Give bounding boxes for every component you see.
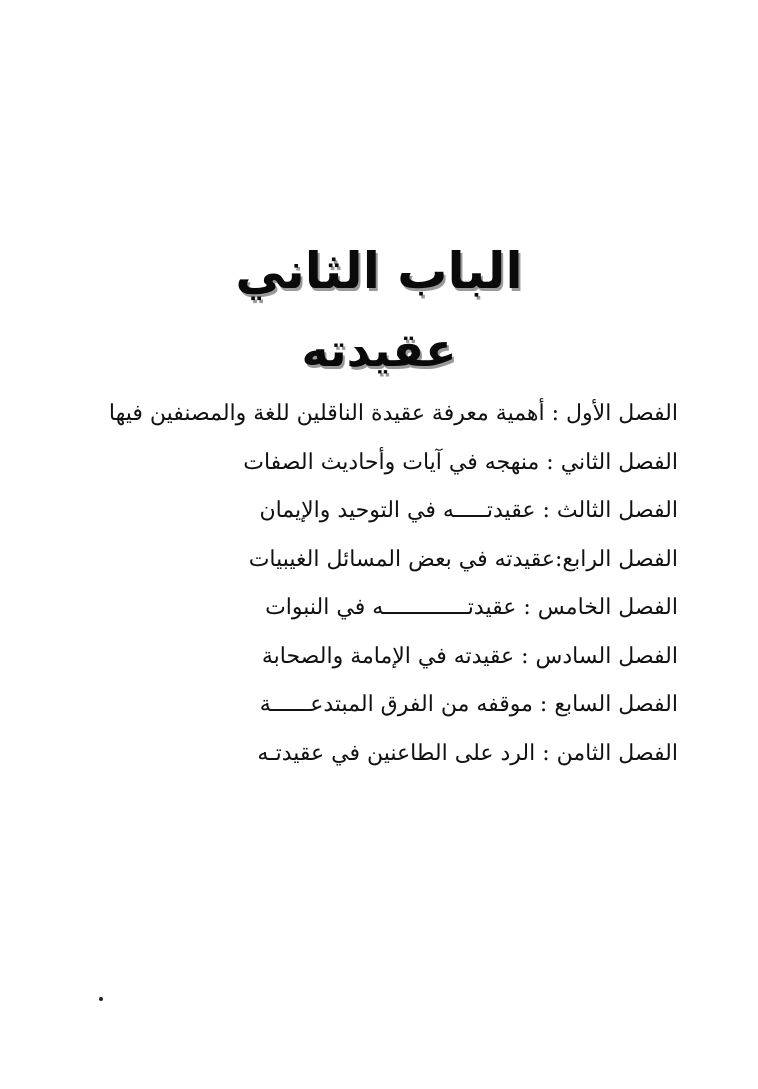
- scan-speck: [99, 997, 103, 1001]
- section-item-8: الفصل الثامن : الرد على الطاعنين في عقيدتـه: [257, 740, 678, 766]
- section-item-6: الفصل السادس : عقيدته في الإمامة والصحابة: [261, 643, 678, 669]
- section-item-7: الفصل السابع : موقفه من الفرق المبتدعــــــة: [259, 692, 678, 717]
- section-item-3: الفصل الثالث : عقيدتـــــه في التوحيد والإيمان: [259, 498, 678, 523]
- section-item-1: الفصل الأول : أهمية معرفة عقيدة الناقلين للغة والمصنفين فيها: [108, 401, 678, 426]
- chapter-title: الباب الثاني: [235, 242, 523, 300]
- section-list: [108, 390, 678, 778]
- section-item-2: الفصل الثاني : منهجه في آيات وأحاديث الصفات: [243, 449, 678, 475]
- section-item-5: الفصل الخامس : عقيدتـــــــــــــه في النبوات: [265, 595, 678, 620]
- chapter-subtitle: عقيدته: [301, 323, 457, 377]
- section-item-4: الفصل الرابع:عقيدته في بعض المسائل الغيبيات: [248, 546, 678, 572]
